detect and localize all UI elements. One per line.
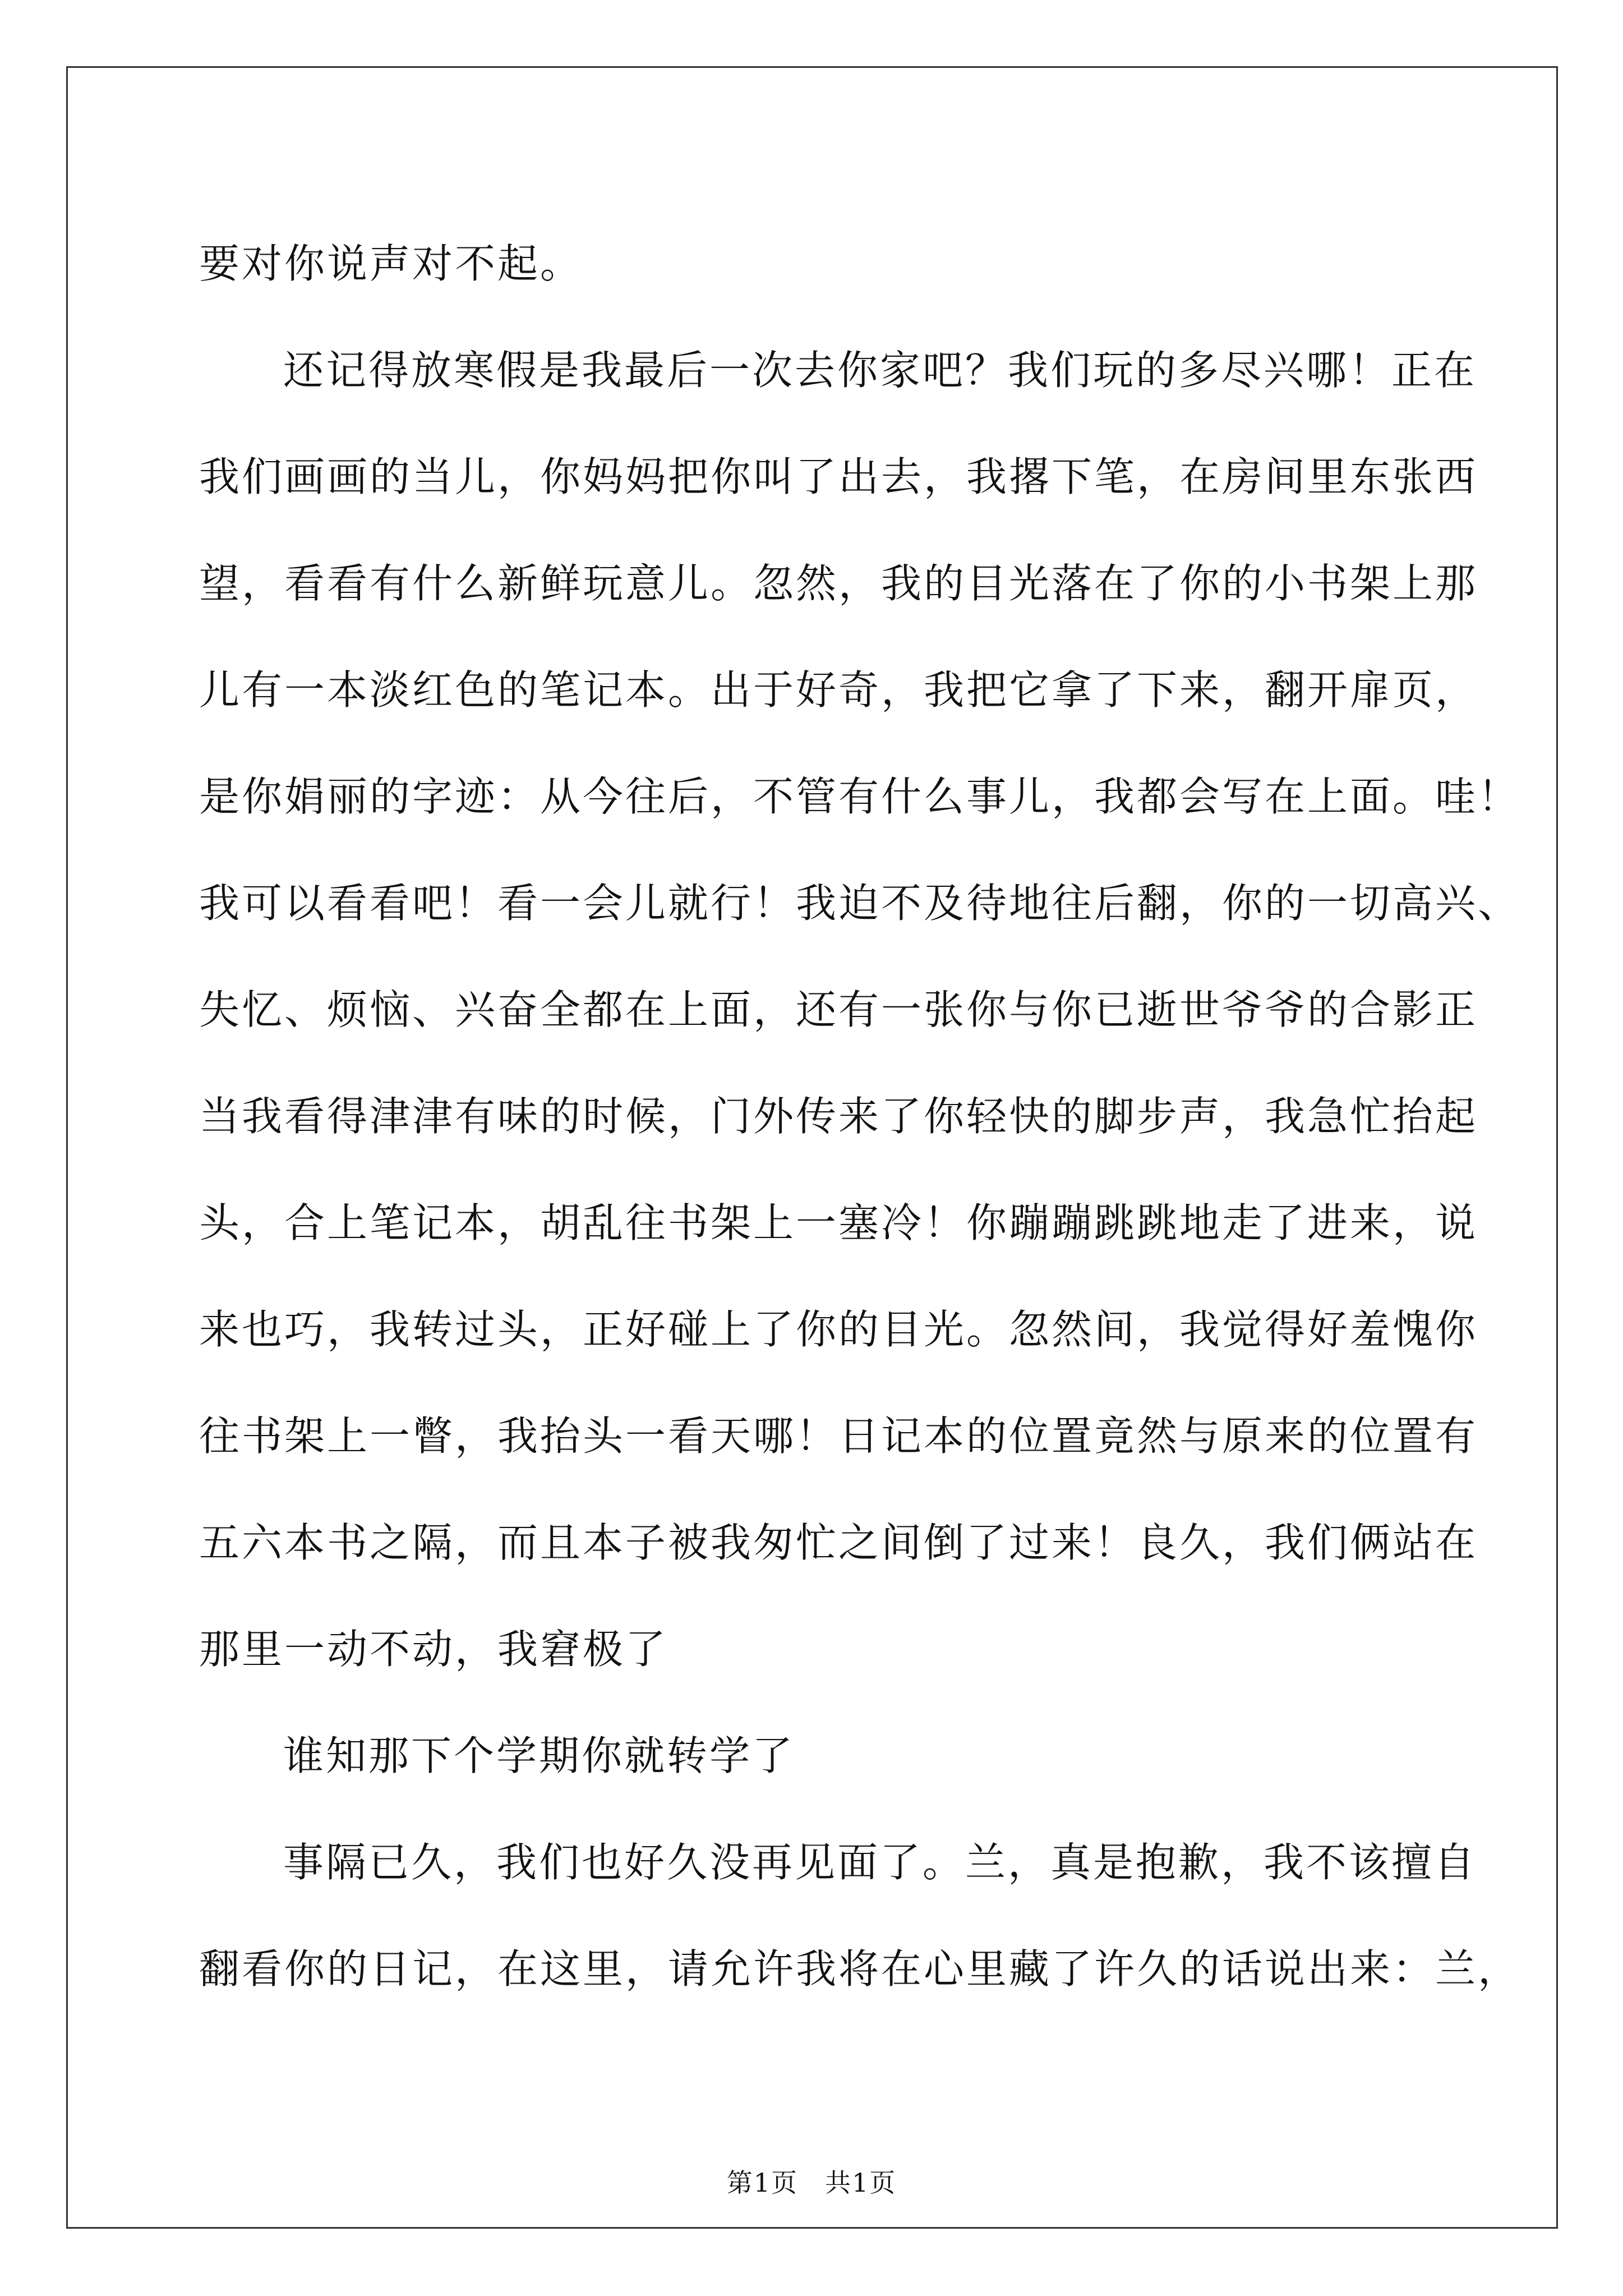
document-body — [199, 210, 1521, 2022]
text-line: 谁知那下个学期你就转学了 — [283, 1732, 795, 1779]
text-line: 我可以看看吧！看一会儿就行！我迫不及待地往后翻，你的一切高兴、 — [199, 880, 1521, 927]
page-footer: 第1页 共1页 — [726, 2168, 897, 2198]
text-line: 是你娟丽的字迹：从今往后，不管有什么事儿，我都会写在上面。哇！ — [199, 773, 1521, 820]
text-line: 翻看你的日记，在这里，请允许我将在心里藏了许久的话说出来：兰， — [199, 1945, 1521, 1993]
text-line: 头，合上笔记本，胡乱往书架上一塞冷！你蹦蹦跳跳地走了进来，说 — [199, 1199, 1478, 1246]
text-line: 儿有一本淡红色的笔记本。出于好奇，我把它拿了下来，翻开扉页， — [199, 666, 1478, 714]
text-line: 失忆、烦恼、兴奋全都在上面，还有一张你与你已逝世爷爷的合影正 — [199, 986, 1478, 1033]
text-line: 当我看得津津有味的时候，门外传来了你轻快的脚步声，我急忙抬起 — [199, 1093, 1478, 1140]
text-line: 还记得放寒假是我最后一次去你家吧？我们玩的多尽兴哪！正在 — [283, 347, 1477, 394]
text-line: 五六本书之隔，而且本子被我匆忙之间倒了过来！良久，我们俩站在 — [199, 1519, 1478, 1566]
text-line: 来也巧，我转过头，正好碰上了你的目光。忽然间，我觉得好羞愧你 — [199, 1306, 1478, 1353]
text-line: 事隔已久，我们也好久没再见面了。兰，真是抱歉，我不该擅自 — [283, 1839, 1477, 1886]
text-line: 我们画画的当儿，你妈妈把你叫了出去，我撂下笔，在房间里东张西 — [199, 453, 1478, 500]
text-line: 往书架上一瞥，我抬头一看天哪！日记本的位置竟然与原来的位置有 — [199, 1412, 1478, 1460]
text-line: 那里一动不动，我窘极了 — [199, 1626, 668, 1673]
text-line: 要对你说声对不起。 — [199, 240, 583, 287]
text-line: 望，看看有什么新鲜玩意儿。忽然，我的目光落在了你的小书架上那 — [199, 560, 1478, 607]
